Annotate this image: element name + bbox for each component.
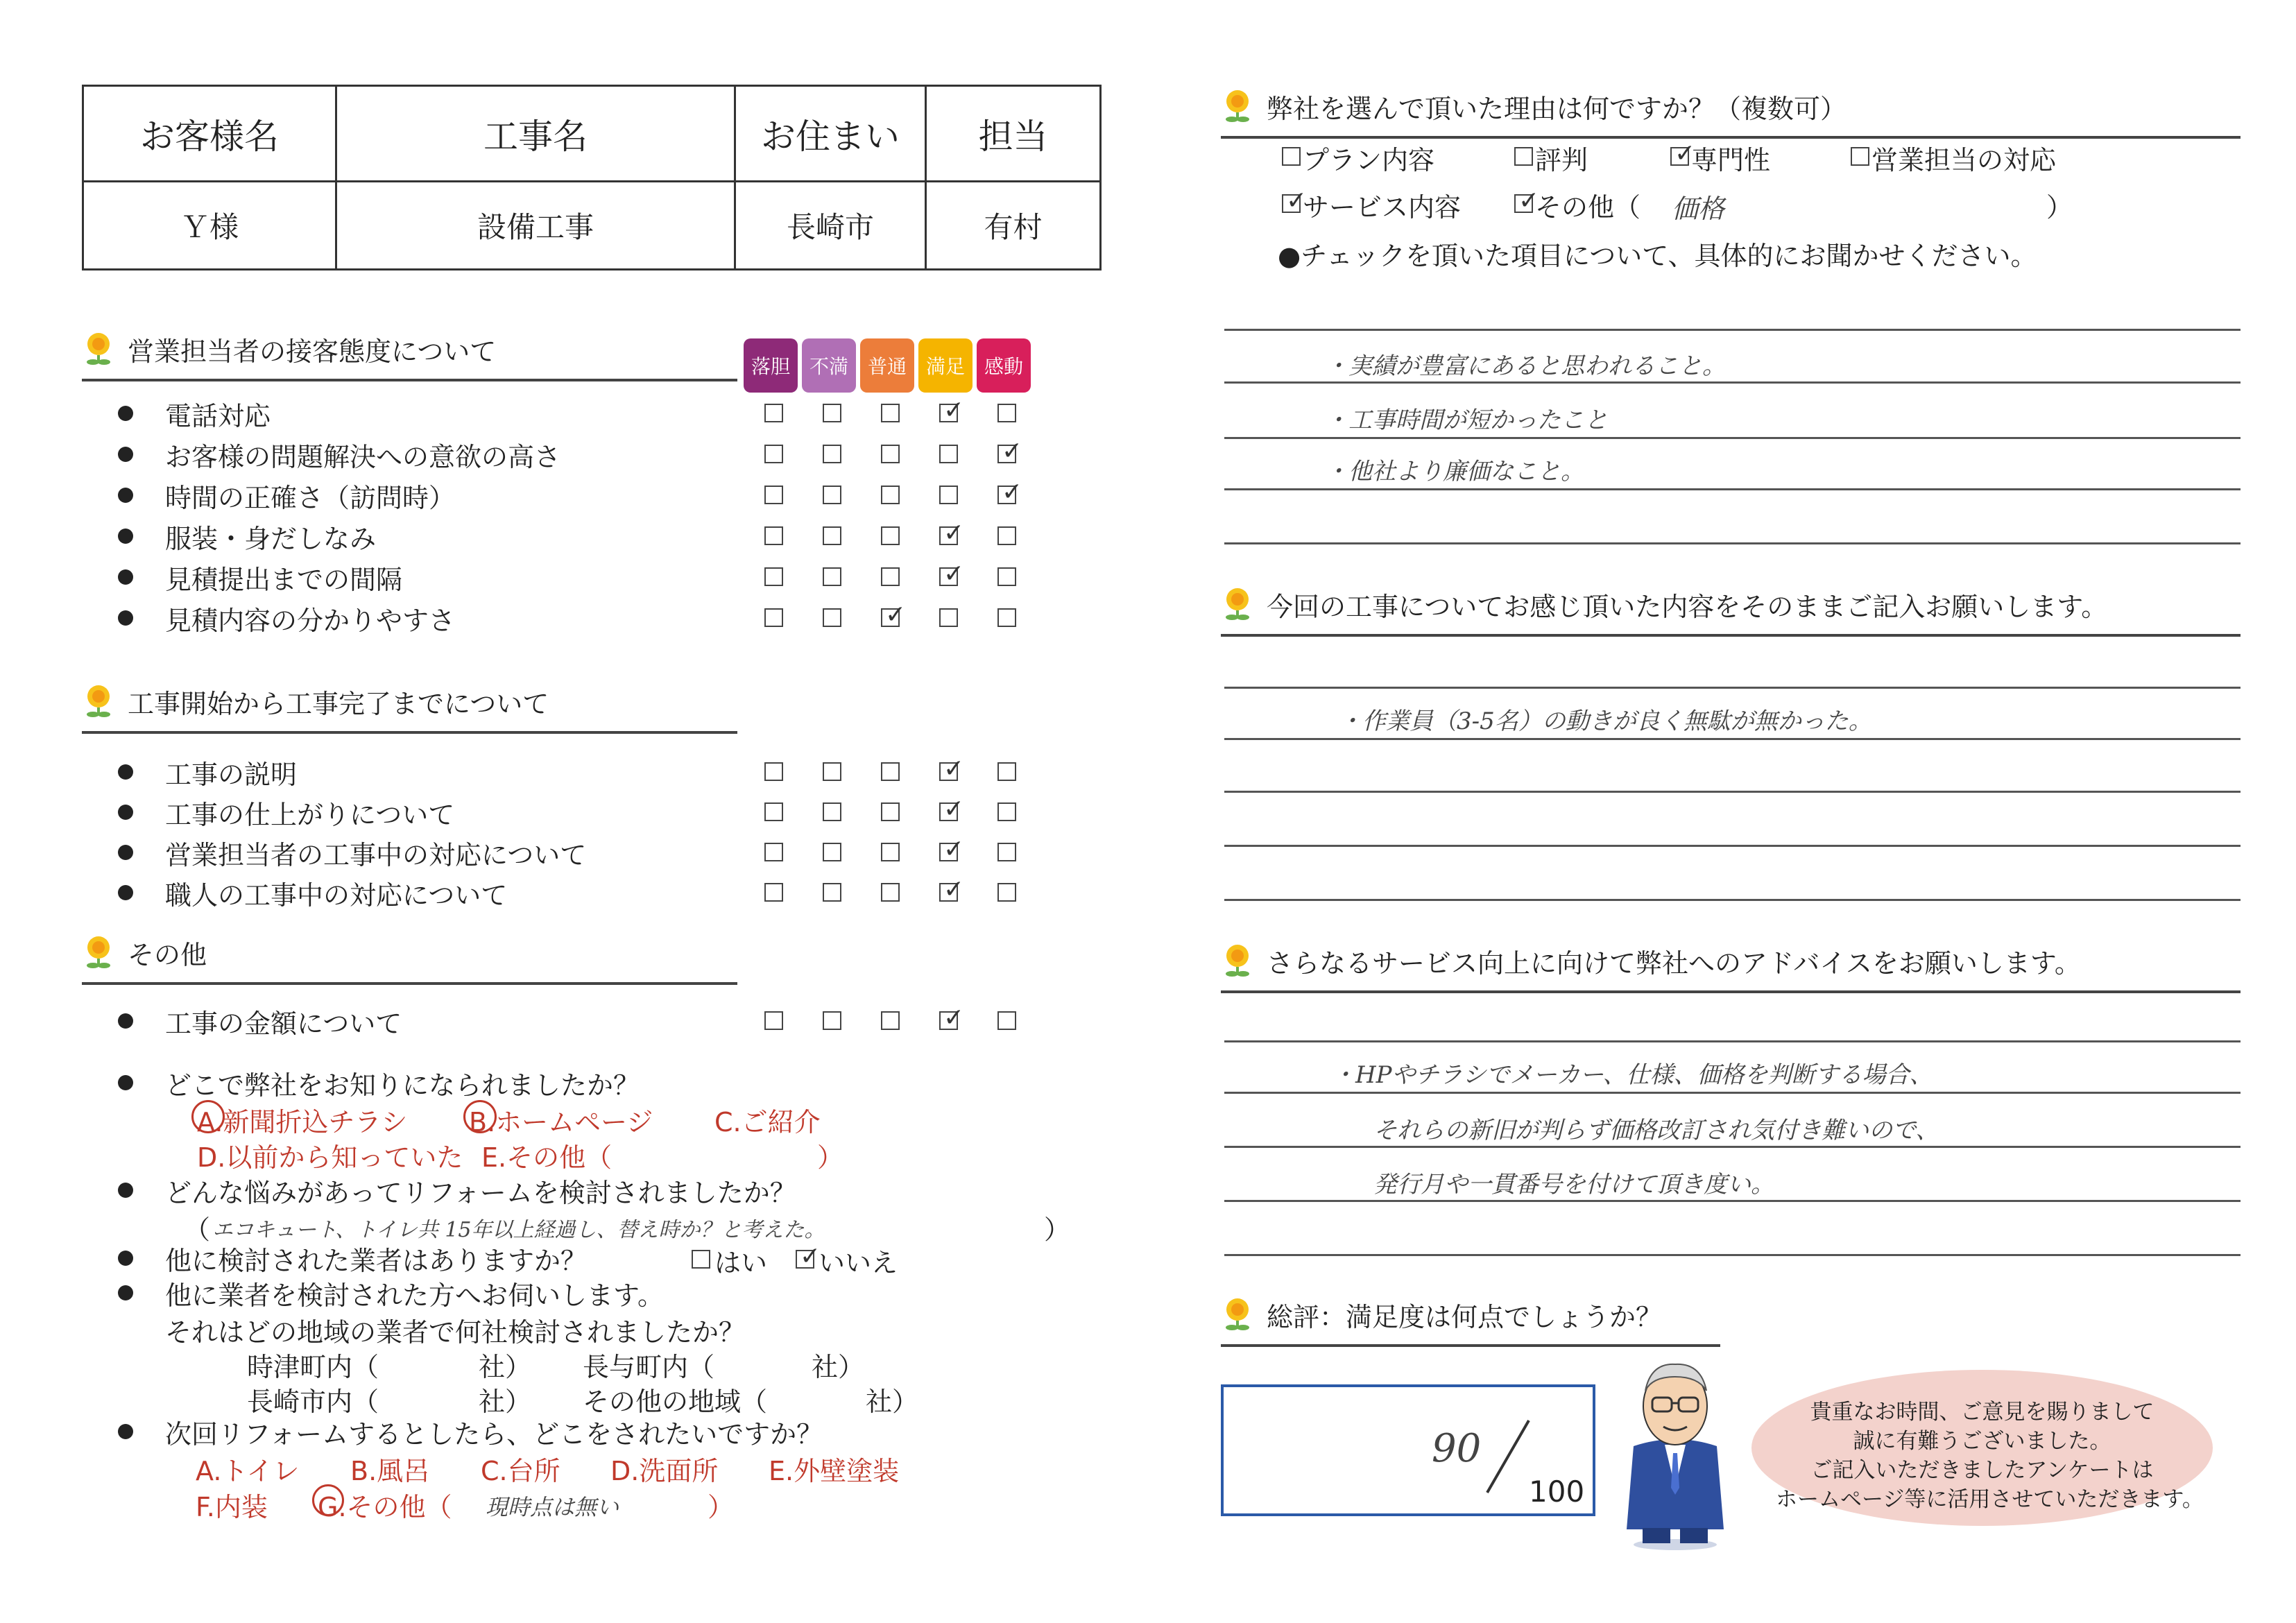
- next-option-kitchen[interactable]: C.台所: [481, 1456, 560, 1486]
- next-option-exterior-paint[interactable]: E.外壁塗装: [769, 1456, 900, 1486]
- rating-header-satisfied: 満足: [918, 338, 973, 393]
- score-max: 100: [1529, 1475, 1585, 1509]
- option-other[interactable]: E.その他（: [481, 1142, 612, 1173]
- reason-other-label: その他（: [1535, 192, 1641, 223]
- flower-icon: [1221, 943, 1254, 978]
- reason-expertise-label: 専門性: [1691, 145, 1771, 175]
- reason-reputation-label: 評判: [1535, 145, 1588, 175]
- rating-checkbox[interactable]: [881, 883, 900, 902]
- staff-header: 担当: [978, 116, 1048, 157]
- check-mark-icon: ✓: [1002, 437, 1023, 465]
- rating-row-label: 時間の正確さ（訪問時）: [165, 482, 456, 513]
- reason-service-checkbox[interactable]: [1282, 187, 1308, 215]
- rating-checkbox[interactable]: [764, 762, 783, 781]
- region-other: その他の地域（: [583, 1386, 768, 1417]
- rating-checkbox[interactable]: [881, 445, 900, 463]
- flower-icon: [1221, 587, 1254, 621]
- rating-checkbox[interactable]: [823, 486, 841, 504]
- section-construction-title: [82, 678, 737, 734]
- advice-answer-1: ・HPやチラシでメーカー、仕様、価格を判断する場合、: [1332, 1061, 1933, 1089]
- rating-checkbox[interactable]: [997, 437, 1023, 465]
- question-region: それはどの地域の業者で何社検討されましたか？: [165, 1317, 746, 1348]
- check-mark-icon: ✓: [943, 519, 965, 547]
- answer-line: [1224, 791, 2241, 793]
- rating-row: [118, 476, 455, 515]
- section-score-title: [1221, 1291, 1720, 1347]
- rating-checkbox[interactable]: [823, 883, 841, 902]
- question-text: どんな悩みがあってリフォームを検討されましたか？: [165, 1177, 796, 1208]
- answer-line: [1224, 1200, 2241, 1202]
- check-mark-icon: ✓: [943, 396, 965, 424]
- thanks-line-4: ホームページ等に活用させていただきます。: [1776, 1487, 2204, 1512]
- rating-checkbox[interactable]: [939, 755, 965, 783]
- bullet-icon: [118, 1013, 133, 1029]
- answer-line: [1224, 488, 2241, 490]
- flower-icon: [82, 935, 115, 970]
- bullet-icon: [118, 1285, 133, 1300]
- section-title-text: さらなるサービス向上に向けて弊社へのアドバイスをお願いします。: [1267, 947, 2081, 979]
- rating-checkbox[interactable]: [881, 802, 900, 821]
- answer-line: [1224, 738, 2241, 740]
- rating-row: [118, 753, 297, 791]
- rating-checkbox[interactable]: [764, 802, 783, 821]
- section-advice-title: [1221, 938, 2241, 993]
- reason-sales-label: 営業担当の対応: [1871, 145, 2057, 175]
- rating-checkbox[interactable]: [764, 608, 783, 627]
- section-title-text: 総評：満足度は何点でしょうか？: [1267, 1301, 1663, 1332]
- rating-row: [118, 558, 402, 596]
- question-next-reform: [118, 1412, 823, 1451]
- bullet-icon: [118, 805, 133, 820]
- rating-checkbox[interactable]: [764, 445, 783, 463]
- rating-checkbox[interactable]: [764, 526, 783, 545]
- customer-info-table: [82, 85, 1102, 270]
- rating-checkbox[interactable]: [764, 567, 783, 586]
- rating-checkbox[interactable]: [881, 843, 900, 861]
- rating-row: [118, 435, 560, 474]
- section-title-text: 今回の工事についてお感じ頂いた内容をそのままご記入お願いします。: [1267, 591, 2108, 622]
- rating-header-normal: 普通: [860, 338, 914, 393]
- check-mark-icon: ✓: [1002, 478, 1023, 506]
- rating-checkbox[interactable]: [764, 843, 783, 861]
- rating-row: [118, 599, 455, 637]
- detail-prompt: ●チェックを頂いた項目について、具体的にお聞かせください。: [1278, 241, 2037, 271]
- option-homepage[interactable]: B.ホームページ: [469, 1107, 653, 1137]
- detail-answer-1: ・実績が豊富にあると思われること。: [1325, 352, 1726, 380]
- detail-answer-2: ・工事時間が短かったこと: [1325, 406, 1608, 434]
- section-reason-title: [1221, 83, 2241, 139]
- option-referral[interactable]: C.ご紹介: [714, 1107, 821, 1137]
- check-mark-icon: ✓: [943, 755, 965, 783]
- bullet-icon: [118, 529, 133, 544]
- answer-line: [1224, 1254, 2241, 1256]
- rating-row-label: 工事の仕上がりについて: [165, 799, 455, 830]
- advice-answer-3: 発行月や一貫番号を付けて頂き度い。: [1373, 1171, 1774, 1199]
- rating-row-label: 工事の金額について: [165, 1008, 402, 1039]
- slash-icon: [1480, 1415, 1536, 1498]
- question-ask: [118, 1273, 664, 1312]
- question-text: 他に業者を検討された方へお伺いします。: [165, 1280, 664, 1311]
- reason-plan-label: プラン内容: [1303, 145, 1435, 175]
- rating-checkbox[interactable]: [881, 404, 900, 422]
- region-togitsu: 時津町内（: [247, 1352, 379, 1382]
- reason-other-answer: 価格: [1672, 194, 1725, 224]
- rating-row: [118, 833, 586, 872]
- rating-checkbox[interactable]: [997, 608, 1016, 627]
- rating-checkbox[interactable]: [997, 1011, 1016, 1030]
- rating-checkbox[interactable]: [997, 883, 1016, 902]
- section-title-text: 弊社を選んで頂いた理由は何ですか？（複数可）: [1267, 93, 1847, 124]
- region-nagayo: 長与町内（: [583, 1352, 715, 1382]
- answer-line: [1224, 381, 2241, 384]
- rating-checkbox[interactable]: [823, 802, 841, 821]
- region-nagayo-count: 社）: [812, 1352, 865, 1382]
- worry-open-paren: （: [184, 1214, 211, 1245]
- bullet-icon: [118, 1251, 133, 1266]
- region-nagasaki: 長崎市内（: [247, 1386, 379, 1417]
- answer-line: [1224, 1040, 2241, 1042]
- residence-value: 長崎市: [736, 182, 927, 268]
- residence-header: お住まい: [736, 87, 927, 180]
- rating-checkbox[interactable]: [997, 762, 1016, 781]
- rating-checkbox[interactable]: [939, 875, 965, 904]
- next-option-other[interactable]: G.その他（: [318, 1492, 452, 1522]
- score-value: 90: [1432, 1426, 1482, 1471]
- customer-name-value: Ｙ様: [84, 182, 337, 268]
- section-sales-attitude-title: [82, 326, 737, 381]
- reason-service-label: サービス内容: [1303, 192, 1462, 223]
- question-text: 他に検討された業者はありますか？: [165, 1245, 588, 1276]
- rating-checkbox[interactable]: [881, 601, 907, 629]
- bullet-icon: [118, 406, 133, 421]
- next-other-close: ）: [708, 1492, 735, 1522]
- rating-checkbox[interactable]: [823, 567, 841, 586]
- rating-row: [118, 517, 376, 556]
- flower-icon: [82, 684, 115, 719]
- region-togitsu-count: 社）: [479, 1352, 532, 1382]
- check-mark-icon: ✓: [885, 601, 907, 629]
- rating-checkbox[interactable]: [997, 843, 1016, 861]
- rating-checkbox[interactable]: [823, 1011, 841, 1030]
- rating-row-label: 電話対応: [165, 400, 271, 431]
- answer-line: [1224, 687, 2241, 689]
- thanks-line-1: 貴重なお時間、ご意見を賜りまして: [1810, 1400, 2154, 1425]
- check-mark-icon: ✓: [1518, 187, 1540, 215]
- reason-sales-checkbox[interactable]: [1851, 147, 1869, 166]
- rating-checkbox[interactable]: [881, 567, 900, 586]
- thanks-line-2: 誠に有難うございました。: [1853, 1429, 2111, 1454]
- check-mark-icon: ✓: [943, 560, 965, 588]
- flower-icon: [1221, 1297, 1254, 1332]
- rating-checkbox[interactable]: [939, 1004, 965, 1032]
- work-name-value: 設備工事: [337, 182, 736, 268]
- check-mark-icon: ✓: [800, 1242, 821, 1271]
- option-other-close: ）: [817, 1142, 844, 1173]
- bullet-icon: [118, 1424, 133, 1439]
- rating-checkbox[interactable]: [939, 396, 965, 424]
- advice-answer-2: それらの新旧が判らず価格改訂され気付き難いので、: [1373, 1117, 1939, 1144]
- rating-checkbox[interactable]: [939, 795, 965, 823]
- check-mark-icon: ✓: [943, 795, 965, 823]
- rating-checkbox[interactable]: [881, 1011, 900, 1030]
- thanks-line-3: ご記入いただきましたアンケートは: [1810, 1458, 2154, 1483]
- rating-header-unsatisfied: 不満: [802, 338, 856, 393]
- rating-row-label: 服装・身だしなみ: [165, 523, 377, 554]
- rating-row: [118, 873, 507, 912]
- rating-checkbox[interactable]: [764, 1011, 783, 1030]
- worry-close-paren: ）: [1044, 1214, 1071, 1245]
- bullet-icon: [118, 1075, 133, 1090]
- bullet-icon: [118, 610, 133, 626]
- vendors-yes-checkbox[interactable]: [692, 1250, 710, 1269]
- detail-answer-3: ・他社より廉価なこと。: [1325, 458, 1584, 486]
- rating-row: [118, 394, 271, 433]
- rating-row-label: 職人の工事中の対応について: [165, 879, 508, 911]
- rating-checkbox[interactable]: [997, 478, 1023, 506]
- rating-row: [118, 793, 454, 832]
- rating-row-label: お客様の問題解決への意欲の高さ: [165, 441, 561, 472]
- question-text: 次回リフォームするとしたら、どこをされたいですか？: [165, 1418, 823, 1450]
- rating-checkbox[interactable]: [997, 802, 1016, 821]
- rating-checkbox[interactable]: [823, 762, 841, 781]
- answer-line: [1224, 1092, 2241, 1094]
- rating-row-label: 工事の説明: [165, 759, 298, 790]
- rating-checkbox[interactable]: [939, 560, 965, 588]
- section-impression-title: [1221, 581, 2241, 637]
- impression-answer-1: ・作業員（3-5名）の動きが良く無駄が無かった。: [1339, 707, 1872, 735]
- reason-expertise-checkbox[interactable]: [1670, 139, 1696, 168]
- question-other-vendors: [118, 1239, 587, 1278]
- next-option-interior[interactable]: F.内装: [196, 1492, 268, 1522]
- rating-header-disappointed: 落胆: [744, 338, 798, 393]
- bullet-icon: [118, 845, 133, 860]
- rating-checkbox[interactable]: [881, 486, 900, 504]
- next-option-bath[interactable]: B.風呂: [350, 1456, 430, 1486]
- vendors-no-checkbox[interactable]: [796, 1242, 821, 1271]
- question-where: [118, 1063, 640, 1102]
- bullet-icon: [118, 1183, 133, 1198]
- rating-checkbox[interactable]: [939, 608, 958, 627]
- bullet-icon: [118, 488, 133, 503]
- reason-plan-checkbox[interactable]: [1282, 147, 1301, 166]
- rating-checkbox[interactable]: [823, 526, 841, 545]
- rating-checkbox[interactable]: [997, 526, 1016, 545]
- bullet-icon: [118, 885, 133, 900]
- rating-checkbox[interactable]: [939, 519, 965, 547]
- rating-checkbox[interactable]: [823, 843, 841, 861]
- next-other-answer: 現時点は無い: [486, 1494, 619, 1520]
- region-other-count: 社）: [866, 1386, 919, 1417]
- answer-line: [1224, 329, 2241, 331]
- check-mark-icon: ✓: [1674, 139, 1696, 168]
- region-nagasaki-count: 社）: [479, 1386, 532, 1417]
- rating-checkbox[interactable]: [823, 404, 841, 422]
- rating-checkbox[interactable]: [823, 608, 841, 627]
- question-text: どこで弊社をお知りになられましたか？: [165, 1070, 640, 1101]
- check-mark-icon: ✓: [943, 835, 965, 864]
- bullet-icon: [118, 764, 133, 780]
- rating-checkbox[interactable]: [939, 835, 965, 864]
- vendors-yes-label: はい: [714, 1248, 768, 1278]
- section-title-text: その他: [128, 939, 207, 970]
- rating-checkbox[interactable]: [939, 486, 958, 504]
- answer-line: [1224, 845, 2241, 847]
- question-worry: [118, 1171, 796, 1210]
- check-mark-icon: ✓: [943, 875, 965, 904]
- answer-line: [1224, 437, 2241, 439]
- customer-name-header: お客様名: [84, 87, 337, 180]
- score-box: [1221, 1384, 1595, 1516]
- check-mark-icon: ✓: [1286, 187, 1308, 215]
- section-title-text: 工事開始から工事完了までについて: [128, 688, 549, 719]
- reason-other-checkbox[interactable]: [1514, 187, 1540, 215]
- next-option-toilet[interactable]: A.トイレ: [196, 1456, 300, 1486]
- rating-header-impressed: 感動: [977, 338, 1031, 393]
- check-mark-icon: ✓: [943, 1004, 965, 1032]
- work-name-header: 工事名: [337, 87, 736, 180]
- staff-mascot-illustration: [1609, 1349, 1741, 1550]
- rating-row: [118, 1002, 402, 1040]
- rating-checkbox[interactable]: [881, 762, 900, 781]
- rating-row-label: 営業担当者の工事中の対応について: [165, 839, 587, 870]
- bullet-icon: [118, 569, 133, 585]
- rating-checkbox[interactable]: [823, 445, 841, 463]
- staff-value: 有村: [984, 210, 1043, 244]
- rating-checkbox[interactable]: [997, 404, 1016, 422]
- answer-line: [1224, 542, 2241, 544]
- answer-line: [1224, 899, 2241, 901]
- flower-icon: [1221, 89, 1254, 123]
- rating-row-label: 見積提出までの間隔: [165, 564, 403, 595]
- rating-checkbox[interactable]: [997, 567, 1016, 586]
- option-known-before[interactable]: D.以前から知っていた: [197, 1142, 463, 1173]
- rating-checkbox[interactable]: [764, 883, 783, 902]
- bullet-icon: [118, 447, 133, 462]
- reason-other-close: ）: [2046, 192, 2073, 223]
- section-other-title: [82, 929, 737, 985]
- rating-checkbox[interactable]: [764, 486, 783, 504]
- rating-checkbox[interactable]: [939, 445, 958, 463]
- answer-line: [1224, 1146, 2241, 1148]
- next-option-washroom[interactable]: D.洗面所: [610, 1456, 719, 1486]
- vendors-no-label: いいえ: [819, 1248, 898, 1278]
- flower-icon: [82, 332, 115, 366]
- worry-answer: エコキュート、トイレ共 15年以上経過し、替え時か？と考えた。: [212, 1218, 825, 1242]
- rating-checkbox[interactable]: [881, 526, 900, 545]
- option-newspaper-flyer[interactable]: A.新聞折込チラシ: [197, 1107, 408, 1137]
- section-title-text: 営業担当者の接客態度について: [128, 336, 497, 367]
- rating-checkbox[interactable]: [764, 404, 783, 422]
- reason-reputation-checkbox[interactable]: [1514, 147, 1533, 166]
- rating-row-label: 見積内容の分かりやすさ: [165, 605, 456, 636]
